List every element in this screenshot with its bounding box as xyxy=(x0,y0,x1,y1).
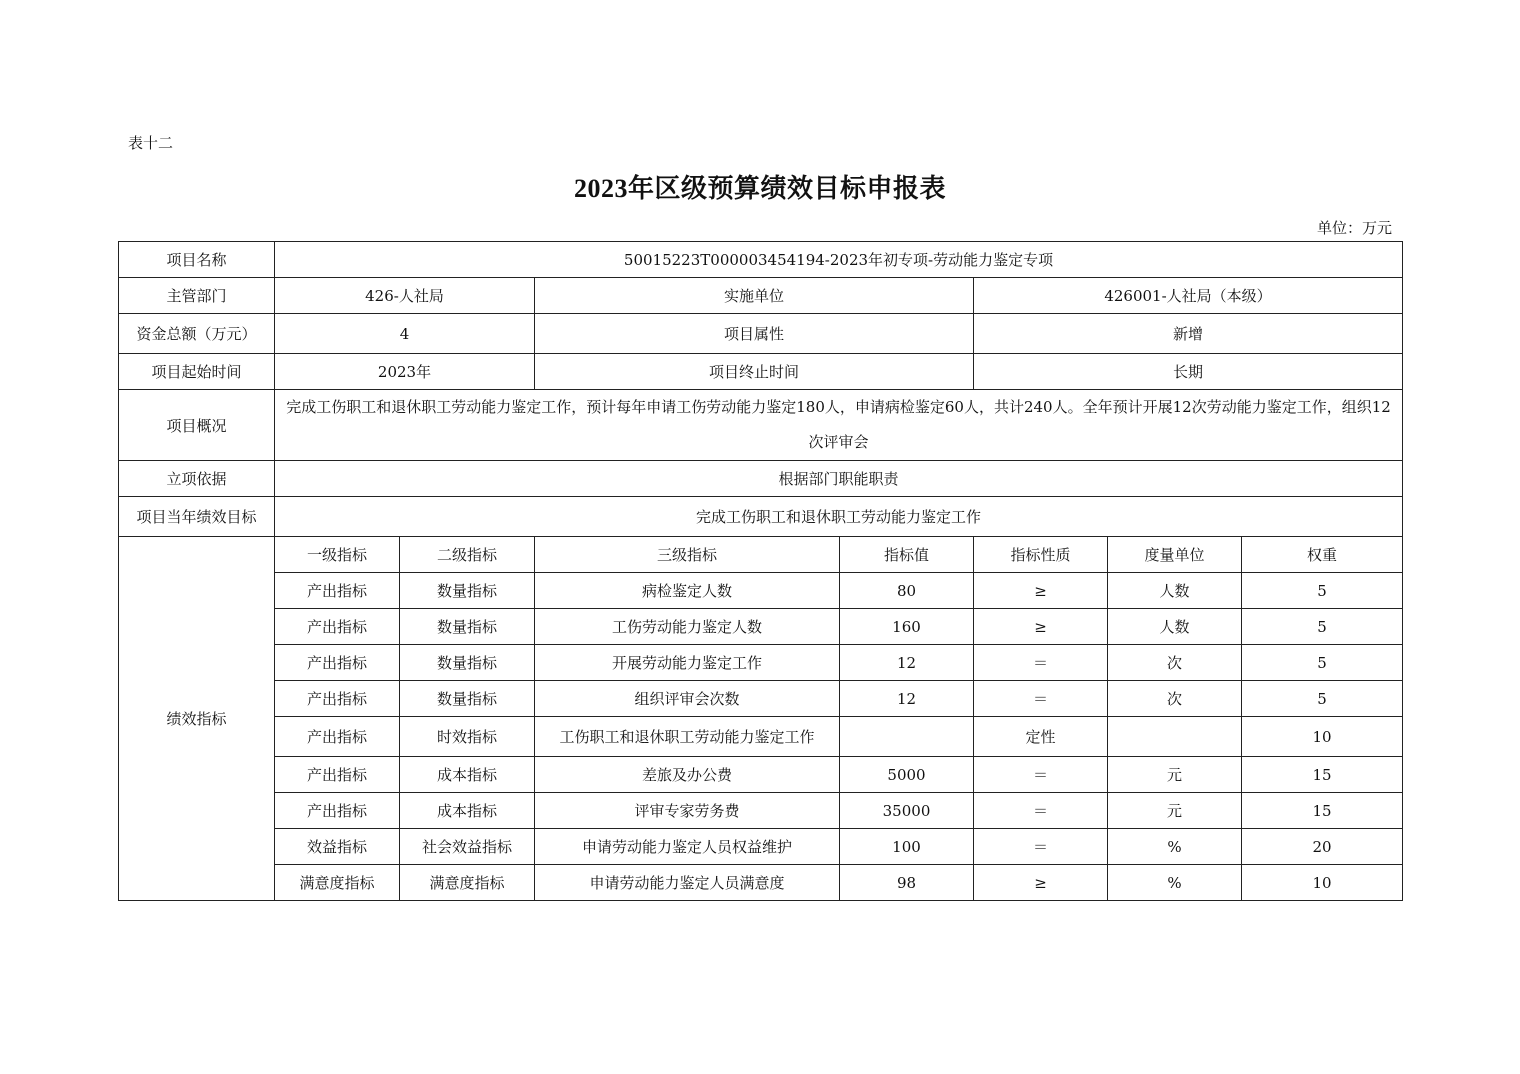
weight-cell: 5 xyxy=(1242,573,1403,609)
level2-cell: 满意度指标 xyxy=(400,865,535,901)
value-cell xyxy=(840,717,974,757)
header-unit: 度量单位 xyxy=(1108,537,1242,573)
indicator-row xyxy=(119,793,1403,829)
table-number: 表十二 xyxy=(128,134,174,152)
project-name-label: 项目名称 xyxy=(119,242,275,278)
nature-cell: ≥ xyxy=(974,865,1108,901)
level1-cell: 产出指标 xyxy=(275,609,400,645)
period-row xyxy=(119,354,1403,390)
weight-cell: 5 xyxy=(1242,681,1403,717)
level2-cell: 数量指标 xyxy=(400,681,535,717)
indicator-row xyxy=(119,829,1403,865)
basis-row xyxy=(119,461,1403,497)
level3-cell: 病检鉴定人数 xyxy=(535,573,840,609)
start-time-label: 项目起始时间 xyxy=(119,354,275,390)
value-cell: 160 xyxy=(840,609,974,645)
end-time-label: 项目终止时间 xyxy=(535,354,974,390)
unit-cell: 元 xyxy=(1108,793,1242,829)
overview-value: 完成工伤职工和退休职工劳动能力鉴定工作，预计每年申请工伤劳动能力鉴定180人，申请病检鉴定60人，共计240人。全年预计开展12次劳动能力鉴定工作，组织12次评审会 xyxy=(275,390,1403,461)
annual-goal-row xyxy=(119,497,1403,537)
value-cell: 5000 xyxy=(840,757,974,793)
level1-cell: 产出指标 xyxy=(275,757,400,793)
value-cell: 12 xyxy=(840,681,974,717)
level1-cell: 产出指标 xyxy=(275,793,400,829)
annual-goal-value: 完成工伤职工和退休职工劳动能力鉴定工作 xyxy=(275,497,1403,537)
end-time-value: 长期 xyxy=(974,354,1403,390)
nature-cell: ＝ xyxy=(974,681,1108,717)
department-value: 426-人社局 xyxy=(275,278,535,314)
level3-cell: 申请劳动能力鉴定人员满意度 xyxy=(535,865,840,901)
unit-cell: 次 xyxy=(1108,645,1242,681)
overview-row xyxy=(119,390,1403,461)
start-time-value: 2023年 xyxy=(275,354,535,390)
fund-total-label: 资金总额（万元） xyxy=(119,314,275,354)
project-attribute-value: 新增 xyxy=(974,314,1403,354)
level2-cell: 社会效益指标 xyxy=(400,829,535,865)
level3-cell: 开展劳动能力鉴定工作 xyxy=(535,645,840,681)
weight-cell: 5 xyxy=(1242,645,1403,681)
project-attribute-label: 项目属性 xyxy=(535,314,974,354)
indicator-row xyxy=(119,645,1403,681)
level3-cell: 工伤职工和退休职工劳动能力鉴定工作 xyxy=(535,717,840,757)
indicator-row xyxy=(119,609,1403,645)
budget-performance-table xyxy=(118,241,1403,901)
unit-cell: 人数 xyxy=(1108,573,1242,609)
level2-cell: 成本指标 xyxy=(400,793,535,829)
weight-cell: 15 xyxy=(1242,757,1403,793)
basis-label: 立项依据 xyxy=(119,461,275,497)
header-nature: 指标性质 xyxy=(974,537,1108,573)
unit-cell xyxy=(1108,717,1242,757)
fund-total-value: 4 xyxy=(275,314,535,354)
indicator-row xyxy=(119,573,1403,609)
level1-cell: 产出指标 xyxy=(275,717,400,757)
department-label: 主管部门 xyxy=(119,278,275,314)
indicator-header-row xyxy=(119,537,1403,573)
level2-cell: 数量指标 xyxy=(400,609,535,645)
unit-cell: % xyxy=(1108,829,1242,865)
level3-cell: 差旅及办公费 xyxy=(535,757,840,793)
level1-cell: 产出指标 xyxy=(275,573,400,609)
department-row xyxy=(119,278,1403,314)
nature-cell: ≥ xyxy=(974,573,1108,609)
unit-cell: % xyxy=(1108,865,1242,901)
performance-indicators-label: 绩效指标 xyxy=(119,537,275,901)
weight-cell: 5 xyxy=(1242,609,1403,645)
fund-row xyxy=(119,314,1403,354)
header-level2: 二级指标 xyxy=(400,537,535,573)
level2-cell: 成本指标 xyxy=(400,757,535,793)
unit-cell: 次 xyxy=(1108,681,1242,717)
level2-cell: 数量指标 xyxy=(400,573,535,609)
nature-cell: 定性 xyxy=(974,717,1108,757)
level3-cell: 评审专家劳务费 xyxy=(535,793,840,829)
indicator-row xyxy=(119,757,1403,793)
value-cell: 98 xyxy=(840,865,974,901)
value-cell: 35000 xyxy=(840,793,974,829)
level3-cell: 工伤劳动能力鉴定人数 xyxy=(535,609,840,645)
level2-cell: 数量指标 xyxy=(400,645,535,681)
value-cell: 100 xyxy=(840,829,974,865)
header-weight: 权重 xyxy=(1242,537,1403,573)
value-cell: 12 xyxy=(840,645,974,681)
unit-cell: 人数 xyxy=(1108,609,1242,645)
unit-label: 单位：万元 xyxy=(1316,219,1392,237)
weight-cell: 15 xyxy=(1242,793,1403,829)
nature-cell: ＝ xyxy=(974,757,1108,793)
nature-cell: ＝ xyxy=(974,645,1108,681)
level1-cell: 产出指标 xyxy=(275,681,400,717)
header-level3: 三级指标 xyxy=(535,537,840,573)
basis-value: 根据部门职能职责 xyxy=(275,461,1403,497)
annual-goal-label: 项目当年绩效目标 xyxy=(119,497,275,537)
header-value: 指标值 xyxy=(840,537,974,573)
weight-cell: 10 xyxy=(1242,717,1403,757)
level2-cell: 时效指标 xyxy=(400,717,535,757)
indicator-row xyxy=(119,681,1403,717)
indicator-row xyxy=(119,717,1403,757)
nature-cell: ＝ xyxy=(974,829,1108,865)
project-name-row xyxy=(119,242,1403,278)
document-title: 2023年区级预算绩效目标申报表 xyxy=(573,174,946,203)
implementing-unit-value: 426001-人社局（本级） xyxy=(974,278,1403,314)
nature-cell: ＝ xyxy=(974,793,1108,829)
nature-cell: ≥ xyxy=(974,609,1108,645)
value-cell: 80 xyxy=(840,573,974,609)
level3-cell: 组织评审会次数 xyxy=(535,681,840,717)
unit-cell: 元 xyxy=(1108,757,1242,793)
level1-cell: 满意度指标 xyxy=(275,865,400,901)
indicator-row xyxy=(119,865,1403,901)
implementing-unit-label: 实施单位 xyxy=(535,278,974,314)
header-level1: 一级指标 xyxy=(275,537,400,573)
project-name-value: 50015223T000003454194-2023年初专项-劳动能力鉴定专项 xyxy=(275,242,1403,278)
overview-label: 项目概况 xyxy=(119,390,275,461)
level3-cell: 申请劳动能力鉴定人员权益维护 xyxy=(535,829,840,865)
level1-cell: 产出指标 xyxy=(275,645,400,681)
weight-cell: 10 xyxy=(1242,865,1403,901)
weight-cell: 20 xyxy=(1242,829,1403,865)
level1-cell: 效益指标 xyxy=(275,829,400,865)
